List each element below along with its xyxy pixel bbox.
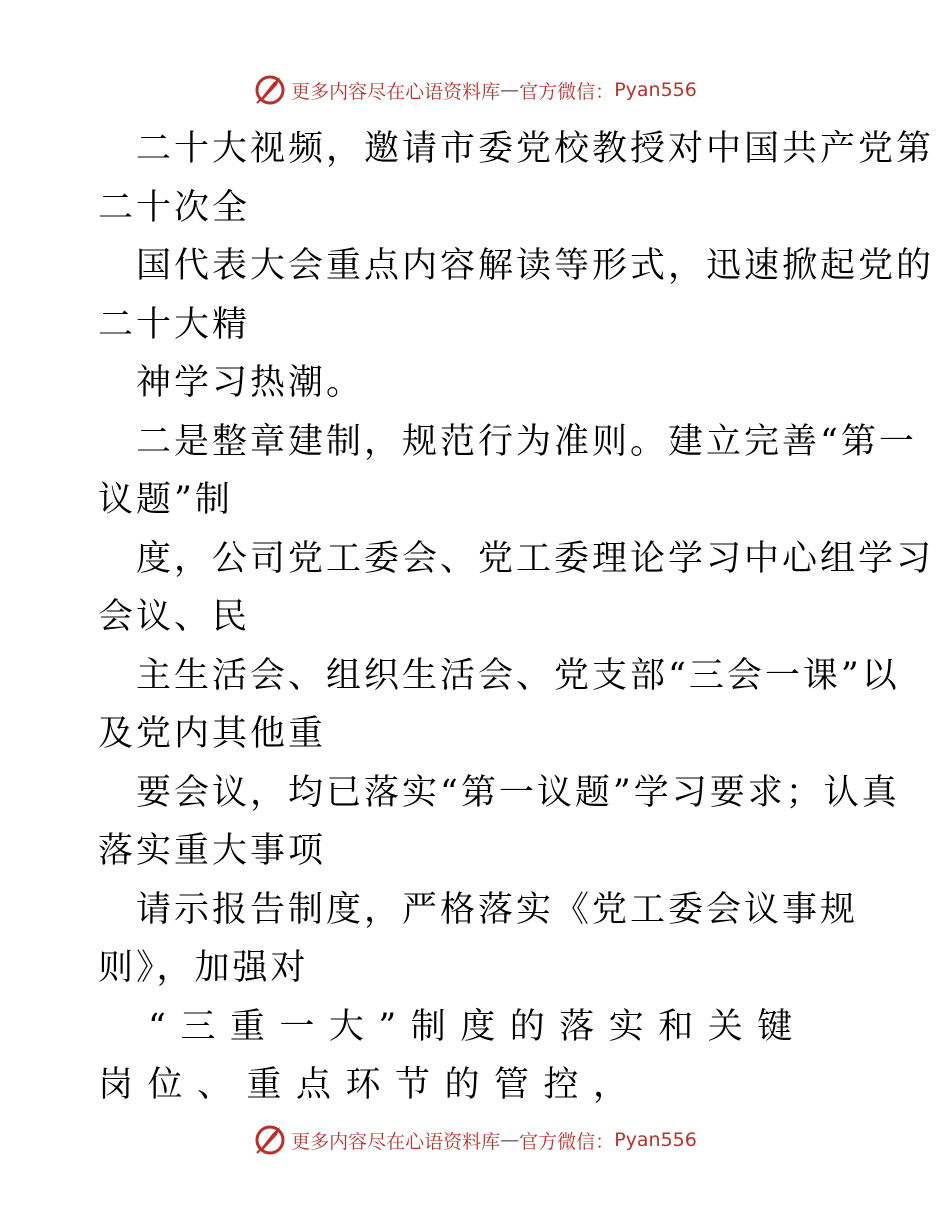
body-line: 则》，加强对 bbox=[98, 948, 309, 988]
body-line: 二是整章建制，规范行为准则。建立完善“第一 bbox=[136, 421, 917, 462]
body-line: 会议、民 bbox=[98, 597, 251, 637]
header-subtitle: 官方微信： bbox=[519, 80, 615, 103]
body-line: 要会议，均已落实“第一议题”学习要求；认真 bbox=[136, 772, 900, 813]
footer-wechat-id: Pyan556 bbox=[614, 1129, 697, 1151]
quill-logo-icon bbox=[253, 1123, 287, 1157]
body-line: 岗位、重点环节的管控， bbox=[98, 1065, 643, 1105]
header-wechat-id: Pyan556 bbox=[614, 79, 697, 101]
body-line: 二十大视频，邀请市委党校教授对中国共产党第 bbox=[136, 129, 935, 169]
body-line: 主生活会、组织生活会、党支部“三会一课”以 bbox=[136, 655, 900, 696]
body-line: 落实重大事项 bbox=[98, 831, 327, 871]
body-line: 神学习热潮。 bbox=[136, 363, 365, 403]
body-line: 及党内其他重 bbox=[98, 714, 327, 754]
footer-banner bbox=[0, 1120, 950, 1160]
body-line: “三重一大”制度的落实和关键 bbox=[148, 1006, 807, 1047]
body-line: 二十次全 bbox=[98, 187, 251, 228]
header-brand-text: 更多内容尽在心语资料库 bbox=[291, 80, 501, 103]
header-banner bbox=[0, 70, 950, 110]
body-line: 议题”制 bbox=[98, 480, 233, 520]
footer-subtitle: 官方微信： bbox=[519, 1130, 615, 1153]
footer-separator: — bbox=[500, 1129, 520, 1151]
body-line: 国代表大会重点内容解读等形式，迅速掀起党的 bbox=[136, 246, 935, 286]
body-line: 度，公司党工委会、党工委理论学习中心组学习 bbox=[136, 538, 935, 579]
body-line: 二十大精 bbox=[98, 304, 251, 345]
document-body bbox=[98, 120, 935, 1115]
quill-logo-icon bbox=[253, 73, 287, 107]
footer-brand-text: 更多内容尽在心语资料库 bbox=[291, 1130, 501, 1153]
header-separator: — bbox=[500, 79, 520, 101]
body-line: 请示报告制度，严格落实《党工委会议事规 bbox=[136, 889, 859, 930]
